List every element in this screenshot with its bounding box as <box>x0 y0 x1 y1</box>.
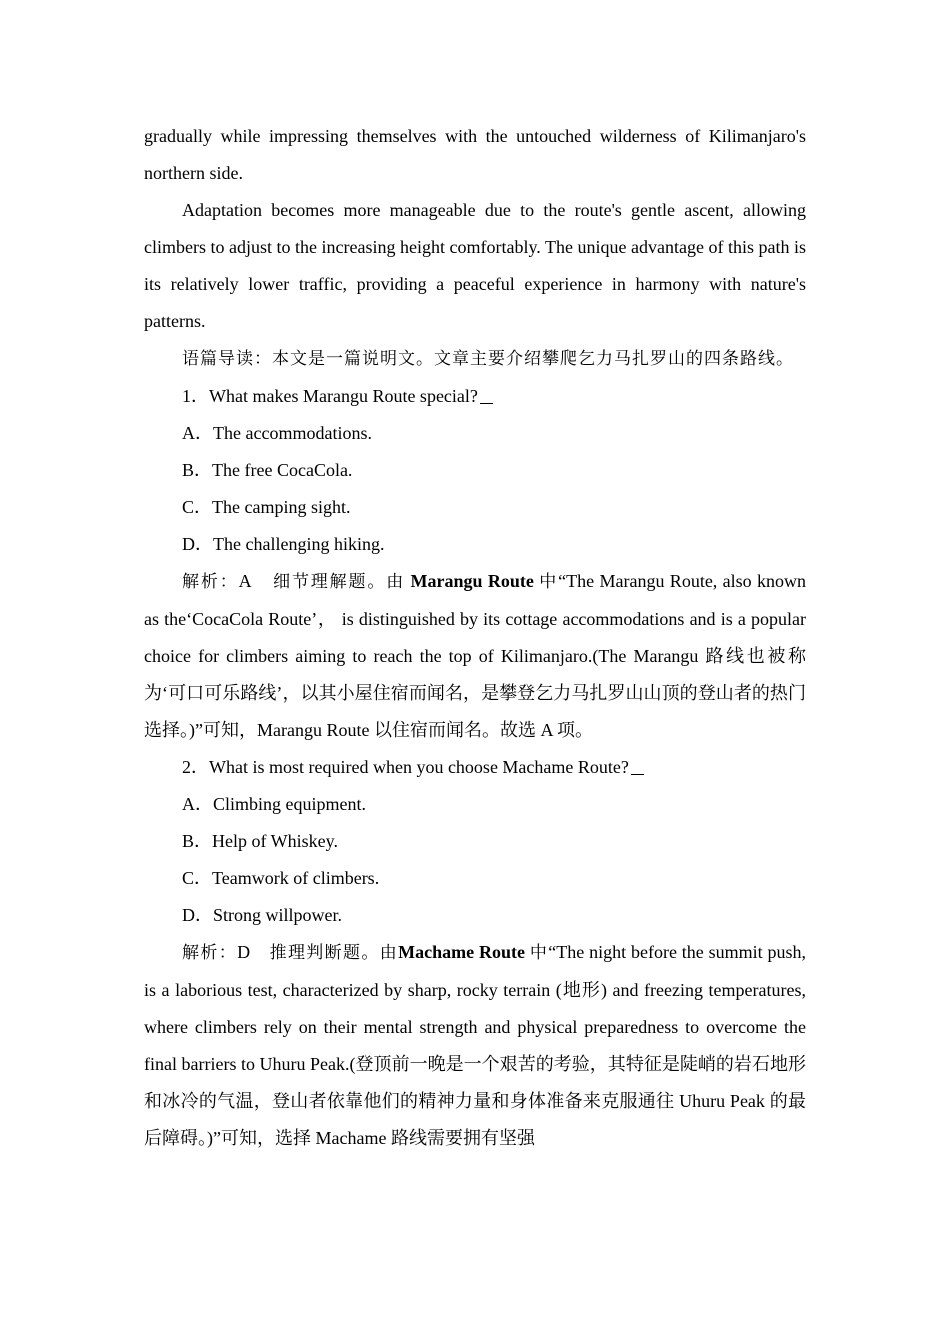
analysis-paragraph <box>144 563 806 749</box>
question-text: 1．What makes Marangu Route special? <box>182 386 478 406</box>
option-b: B．Help of Whiskey. <box>182 831 338 851</box>
analysis-label: 解析： <box>182 572 239 592</box>
option-d: D．The challenging hiking. <box>182 534 385 554</box>
connector-text: 中 <box>529 943 549 963</box>
guide-text: 本文是一篇说明文。文章主要介绍攀爬乞力马扎罗山的四条路线。 <box>272 349 794 369</box>
reference-title: Marangu Route <box>410 571 534 591</box>
analysis-paragraph <box>144 934 806 1157</box>
question-stem <box>144 749 806 786</box>
quote-text: “The night before the summit push, is a laborious test, characterized by sharp, rocky terrain (地形) and freezing temperatures, where climbers rely on their mental strength and physical preparedness to overcome the final barriers to Uhuru Peak.(登顶前一晚是一个艰苦的考验，其特征是陡峭的岩石地形和冰冷的气温，登山者依靠他们的精神力量和身体准备来克服通往 Uhuru Peak 的最后障碍。)”可知，选择 Machame 路线需要拥有坚强 <box>144 942 807 1148</box>
option-b: B．The free CocaCola. <box>182 460 353 480</box>
document-body <box>144 118 806 1157</box>
question-type: 推理判断题。由 <box>269 943 399 963</box>
option-c: C．The camping sight. <box>182 497 351 517</box>
option-d: D．Strong willpower. <box>182 905 342 925</box>
analysis-label: 解析： <box>182 943 238 963</box>
guide-label: 语篇导读： <box>182 349 272 369</box>
question-stem <box>144 378 806 415</box>
answer-blank <box>480 387 493 404</box>
question-type: 细节理解题。由 <box>273 572 406 592</box>
connector-text: 中 <box>539 572 559 592</box>
answer-letter: D <box>237 942 251 962</box>
answer-blank <box>631 758 644 775</box>
option-c: C．Teamwork of climbers. <box>182 868 380 888</box>
passage-paragraph: Adaptation becomes more manageable due to the route's gentle ascent, allowing climbers to adjust to the increasing height comfortably. The unique advantage of this path is its relatively lower traffic, providing a peaceful experience in harmony with nature's patterns. <box>144 200 806 331</box>
passage-guide <box>144 340 806 378</box>
question-text: 2．What is most required when you choose Machame Route? <box>182 757 629 777</box>
reference-title: Machame Route <box>398 942 525 962</box>
option-a: A．The accommodations. <box>182 423 372 443</box>
answer-letter: A <box>238 571 252 591</box>
quote-text: “The Marangu Route, also known as the‘CocaCola Route’， is distinguished by its cottage accommodations and is a popular choice for climbers aiming to reach the top of Kilimanjaro.(The Marangu 路线也被称为‘可口可乐路线’，以其小屋住宿而闻名，是攀登乞力马扎罗山山顶的登山者的热门选择。)”可知，Marangu Route 以住宿而闻名。故选 A 项。 <box>144 571 807 740</box>
option-a: A．Climbing equipment. <box>182 794 366 814</box>
passage-paragraph: gradually while impressing themselves with the untouched wilderness of Kilimanjaro's northern side. <box>144 126 806 183</box>
